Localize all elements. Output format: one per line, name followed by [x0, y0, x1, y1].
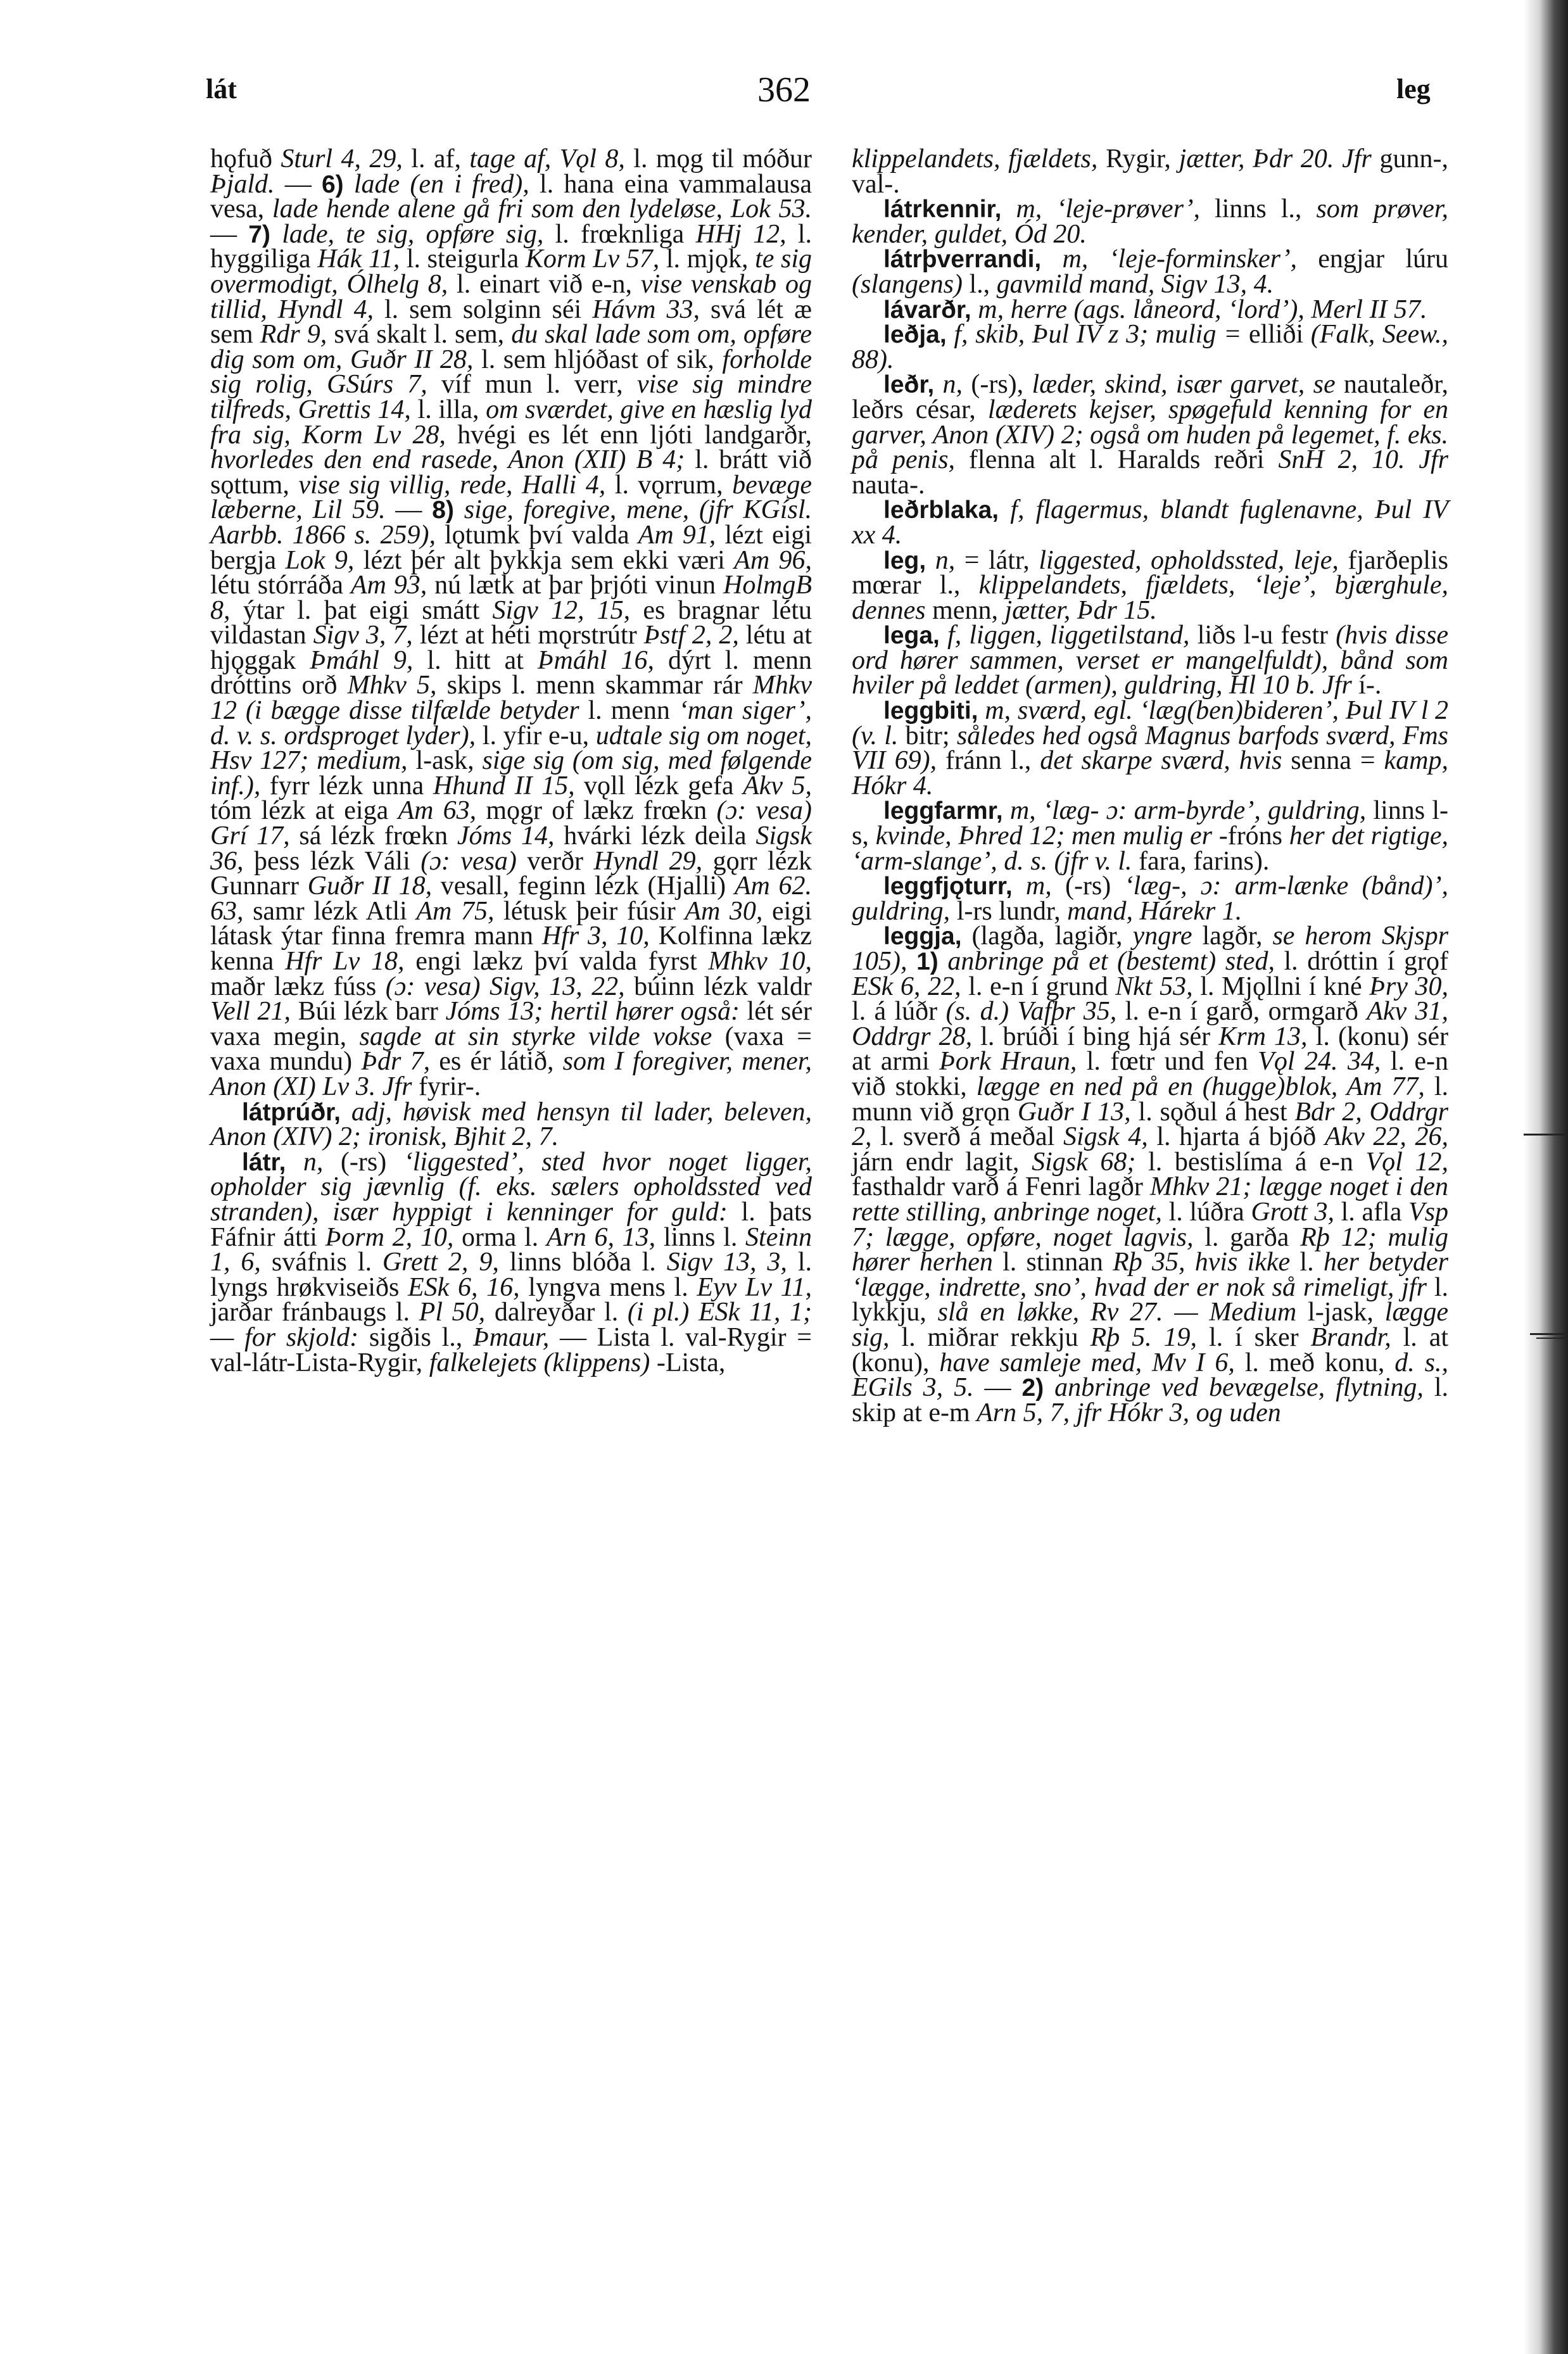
page-number: 362 — [757, 70, 811, 110]
dictionary-entry: lega, f, liggen, liggetilstand, liðs l-u festr (hvis disse ord hører sammen, verset er mangelfuldt), bånd som hviler på leddet (armen), guldring, Hl 10 b. Jfr í-. — [852, 621, 1448, 700]
dictionary-entry: látrkennir, m, ‘leje-prøver’, linns l., som prøver, kender, guldet, Ód 20. — [852, 194, 1448, 249]
dictionary-entry: látprúðr, adj, høvisk med hensyn til lader, beleven, Anon (XIV) 2; ironisk, Bjhit 2, 7. — [210, 1097, 812, 1152]
entry-continuation: klippelandets, fjældets, Rygir, jætter, Þdr 20. Jfr gunn-, val-. — [852, 144, 1448, 199]
header-right-guide-word: leg — [1396, 73, 1431, 104]
dictionary-entry: látrþverrandi, m, ‘leje-forminsker’, engjar lúru (slangens) l., gavmild mand, Sigv 13, 4. — [852, 244, 1448, 299]
dictionary-entry: leggja, (lagða, lagiðr, yngre lagðr, se herom Skjspr 105), 1) anbringe på et (bestemt) sted, l. dróttin í grǫf ESk 6, 22, l. e-n í grund Nkt 53, l. Mjǫllni í kné Þry 30, l. á lúðr (s. d.) Vafþr 35, l. e-n í garð, ormgarð Akv 31, Oddrgr 28, l. brúði í bing hjá sér Krm 13, l. (konu) sér at armi Þork Hraun, l. fœtr und fen Vǫl 24. 34, l. e-n við stokki, lægge en ned på en (hugge)blok, Am 77, l. munn við grǫn Guðr I 13, l. sǫðul á hest Bdr 2, Oddrgr 2, l. sverð á meðal Sigsk 4, l. hjarta á bjóð Akv 22, 26, járn endr lagit, Sigsk 68; l. bestislíma á e-n Vǫl 12, fasthaldr varð á Fenri lagðr Mhkv 21; lægge noget i den rette stilling, anbringe noget, l. lúðra Grott 3, l. afla Vsp 7; lægge, opføre, noget lagvis, l. garða Rþ 12; mulig hører herhen l. stinnan Rþ 35, hvis ikke l. her betyder ‘lægge, indrette, sno’, hvad der er nok så rimeligt, jfr l. lykkju, slå en løkke, Rv 27. — Medium l-jask, lægge sig, l. miðrar rekkju Rþ 5. 19, l. í sker Brandr, l. at (konu), have samleje med, Mv I 6, l. með konu, d. s., EGils 3, 5. — 2) anbringe ved bevægelse, flytning, l. skip at e-m Arn 5, 7, jfr Hókr 3, og uden — [852, 921, 1449, 1427]
dictionary-entry: leg, n, = látr, liggested, opholdssted, leje, fjarðeplis mœrar l., klippelandets, fjældets, ‘leje’, bjærghule, dennes menn, jætter, Þdr 15. — [852, 545, 1448, 625]
entry-continuation: hǫfuð Sturl 4, 29, l. af, tage af, Vǫl 8, l. mǫg til móður Þjald. — 6) lade (en i fred), l. hana eina vammalausa vesa, lade hende alene gå fri som den lydeløse, Lok 53. — 7) lade, te sig, opføre sig, l. frœknliga HHj 12, l. hyggiliga Hák 11, l. steigurla Korm Lv 57, l. mjǫk, te sig overmodigt, Ólhelg 8, l. einart við e-n, vise venskab og tillid, Hyndl 4, l. sem solginn séi Hávm 33, svá lét æ sem Rdr 9, svá skalt l. sem, du skal lade som om, opføre dig som om, Guðr II 28, l. sem hljóðast of sik, forholde sig rolig, GSúrs 7, víf mun l. verr, vise sig mindre tilfreds, Grettis 14, l. illa, om sværdet, give en hæslig lyd fra sig, Korm Lv 28, hvégi es lét enn ljóti landgarðr, hvorledes den end rasede, Anon (XII) B 4; l. brátt við sǫttum, vise sig villig, rede, Halli 4, l. vǫrrum, bevæge læberne, Lil 59. — 8) sige, foregive, mene, (jfr KGísl. Aarbb. 1866 s. 259), lǫtumk því valda Am 91, lézt eigi bergja Lok 9, lézt þér alt þykkja sem ekki væri Am 96, létu stórráða Am 93, nú lætk at þar þrjóti vinun HolmgB 8, ýtar l. þat eigi smátt Sigv 12, 15, es bragnar létu vildastan Sigv 3, 7, lézt at héti mǫrstrútr Þstf 2, 2, létu at hjǫggak Þmáhl 9, l. hitt at Þmáhl 16, dýrt l. menn dróttins orð Mhkv 5, skips l. menn skammar rár Mhkv 12 (i bægge disse tilfælde betyder l. menn ‘man siger’, d. v. s. ordsproget lyder), l. yfir e-u, udtale sig om noget, Hsv 127; medium, l-ask, sige sig (om sig, med følgende inf.), fyrr lézk unna Hhund II 15, vǫll lézk gefa Akv 5, tóm lézk at eiga Am 63, mǫgr of lækz frœkn (ɔ: vesa) Grí 17, sá lézk frœkn Jóms 14, hvárki lézk deila Sigsk 36, þess lézk Váli (ɔ: vesa) verðr Hyndl 29, gǫrr lézk Gunnarr Guðr II 18, vesall, feginn lézk (Hjalli) Am 62. 63, samr lézk Atli Am 75, létusk þeir fúsir Am 30, eigi látask ýtar finna fremra mann Hfr 3, 10, Kolfinna lækz kenna Hfr Lv 18, engi lækz því valda fyrst Mhkv 10, maðr lækz fúss (ɔ: vesa) Sigv, 13, 22, búinn lézk valdr Vell 21, Búi lézk barr Jóms 13; hertil hører også: lét sér vaxa megin, sagde at sin styrke vilde vokse (vaxa = vaxa mundu) Þdr 7, es ér látið, som I foregiver, mener, Anon (XI) Lv 3. Jfr fyrir-. — [210, 144, 812, 1101]
dictionary-entry: leðr, n, (-rs), læder, skind, især garvet, se nautaleðr, leðrs césar, læderets kejser, spøgefuld kenning for en garver, Anon (XIV) 2; også om huden på legemet, f. eks. på penis, flenna alt l. Haralds reðri SnH 2, 10. Jfr nauta-. — [852, 370, 1449, 500]
dictionary-entry: leggfarmr, m, ‘læg- ɔ: arm-byrde’, guldring, linns l-s, kvinde, Þhred 12; men mulig er -fróns her det rigtige, ‘arm-slange’, d. s. (jfr v. l. fara, farins). — [852, 796, 1449, 876]
dictionary-entry: leðrblaka, f, flagermus, blandt fuglenavne, Þul IV xx 4. — [852, 495, 1448, 550]
dictionary-entry: látr, n, (-rs) ‘liggested’, sted hvor noget ligger, opholder sig jævnlig (f. eks. sælers opholdssted ved stranden), især hyppigt i kenninger for guld: l. þats Fáfnir átti Þorm 2, 10, orma l. Arn 6, 13, linns l. Steinn 1, 6, sváfnis l. Grett 2, 9, linns blóða l. Sigv 13, 3, l. lyngs hrøkviseiðs ESk 6, 16, lyngva mens l. Eyv Lv 11, jarðar fránbaugs l. Pl 50, dalreyðar l. (i pl.) ESk 11, 1; — for skjold: sigðis l., Þmaur, — Lista l. val-Rygir = val-látr-Lista-Rygir, falkelejets (klippens) -Lista, — [210, 1147, 812, 1377]
scanned-page-edge — [1524, 0, 1568, 2354]
dictionary-entry: leggbiti, m, sværd, egl. ‘læg(ben)bideren’, Þul IV l 2 (v. l. bitr; således hed også Magnus barfods sværd, Fms VII 69), fránn l., det skarpe sværd, hvis senna = kamp, Hókr 4. — [852, 696, 1449, 800]
header-left-guide-word: lát — [206, 73, 237, 104]
dictionary-entry: leggfjǫturr, m, (-rs) ‘læg-, ɔ: arm-lænke (bånd)’, guldring, l-rs lundr, mand, Hárekr 1. — [852, 871, 1448, 926]
left-column — [210, 144, 812, 1377]
right-column — [852, 144, 1449, 1427]
dictionary-entry: leðja, f, skib, Þul IV z 3; mulig = elliði (Falk, Seew., 88). — [852, 320, 1449, 374]
dictionary-entry: lávarðr, m, herre (ags. låneord, ‘lord’), Merl II 57. — [883, 294, 1427, 324]
